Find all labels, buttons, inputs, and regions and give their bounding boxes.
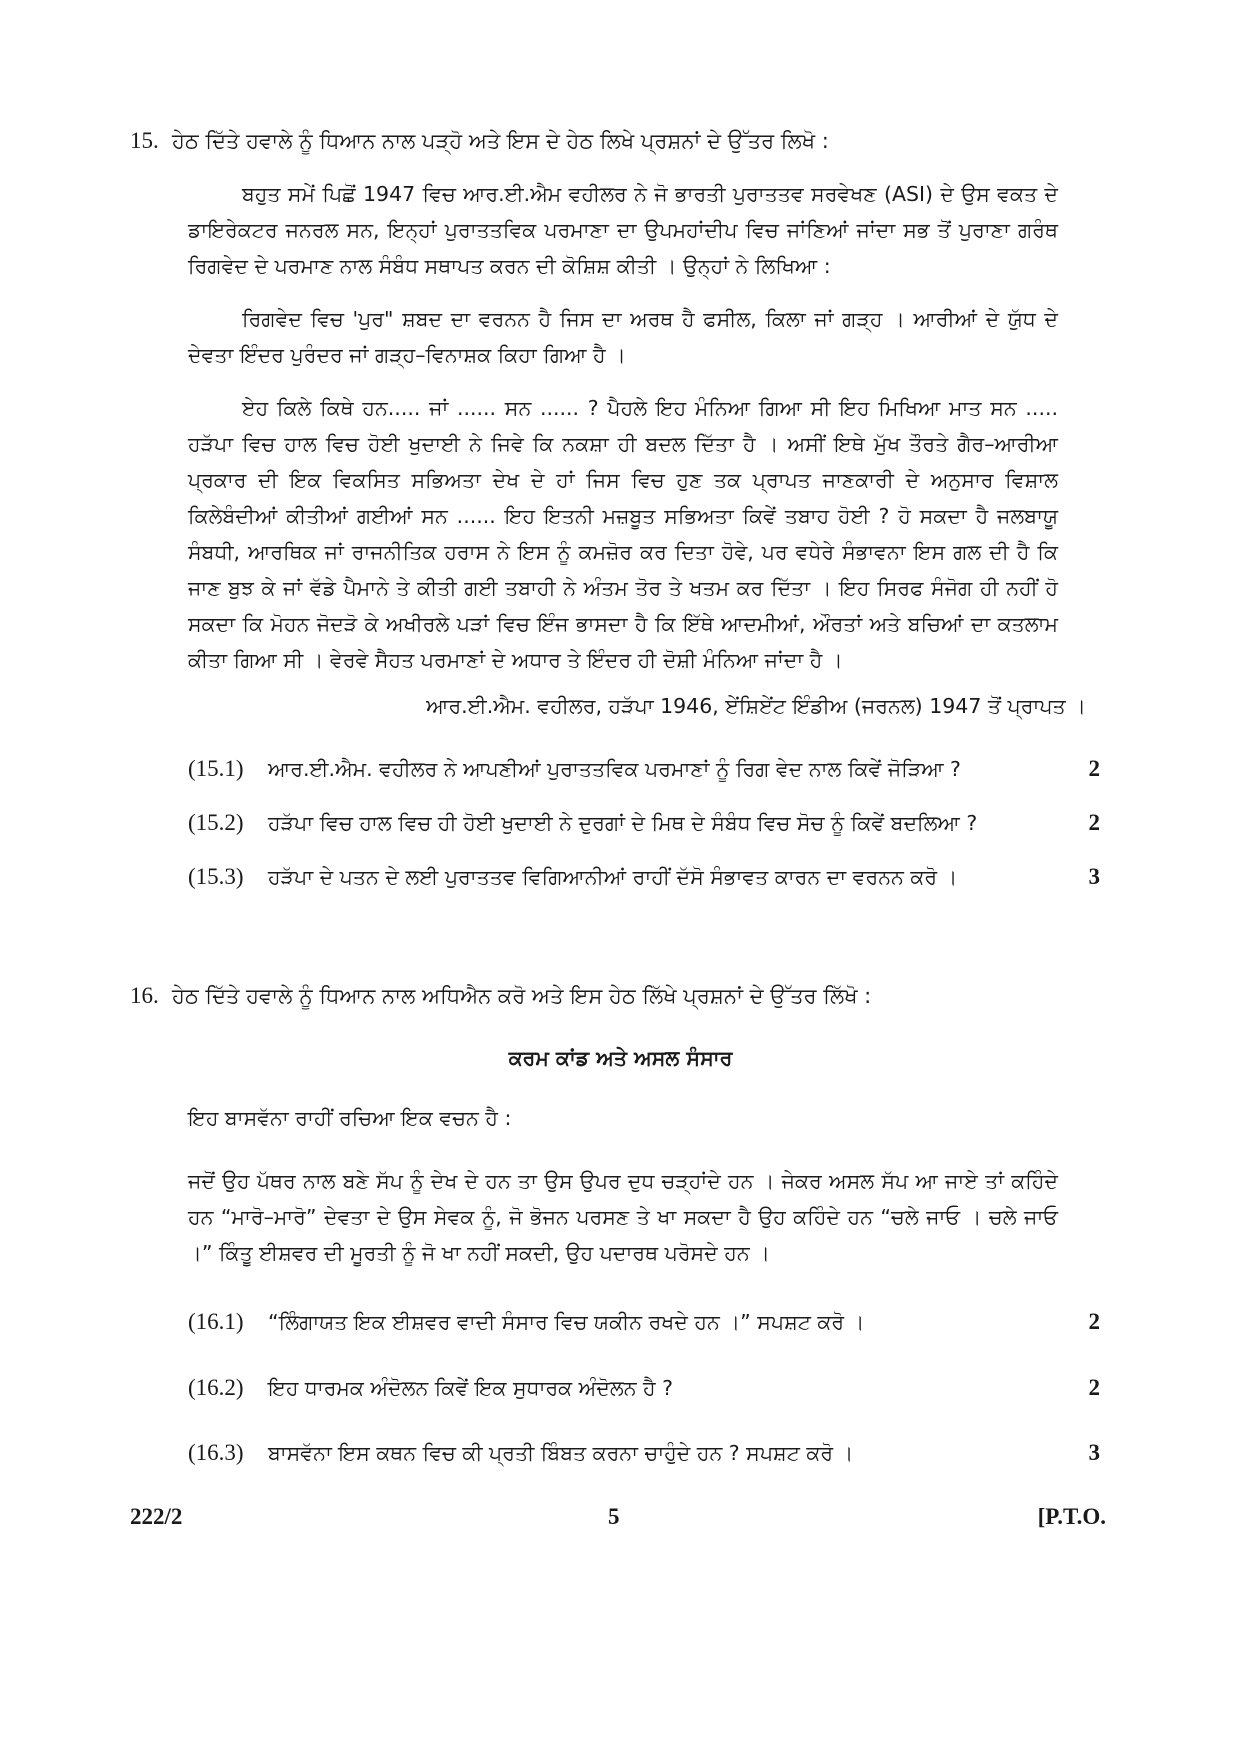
subquestion-number: (15.2): [188, 810, 244, 835]
q15-subquestion: [188, 810, 1100, 836]
q15-passage-para2: ਰਿਗਵੇਦ ਵਿਚ 'ਪੁਰ" ਸ਼ਬਦ ਦਾ ਵਰਨਨ ਹੈ ਜਿਸ ਦਾ ਅਰਥ ਹੈ ਫਸੀਲ, ਕਿਲਾ ਜਾਂ ਗੜ੍ਹ । ਆਰੀਆਂ ਦੇ ਯੁੱਧ ਦੇ ਦੇਵਤਾ ਇੰਦਰ ਪੁਰੰਦਰ ਜਾਂ ਗੜ੍ਹ–ਵਿਨਾਸ਼ਕ ਕਿਹਾ ਗਿਆ ਹੈ ।: [188, 307, 1058, 367]
q15-passage-para3: ਏਹ ਕਿਲੇ ਕਿਥੇ ਹਨ..... ਜਾਂ ...... ਸਨ ...... ? ਪੈਹਲੇ ਇਹ ਮੰਨਿਆ ਗਿਆ ਸੀ ਇਹ ਮਿਖਿਆ ਮਾਤ ਸਨ ..... ਹੜੱਪਾ ਵਿਚ ਹਾਲ ਵਿਚ ਹੋਈ ਖੁਦਾਈ ਨੇ ਜਿਵੇ ਕਿ ਨਕਸ਼ਾ ਹੀ ਬਦਲ ਦਿੱਤਾ ਹੈ । ਅਸੀਂ ਇਥੇ ਮੁੱਖ ਤੌਰਤੇ ਗੈਰ–ਆਰੀਆ ਪ੍ਰਕਾਰ ਦੀ ਇਕ ਵਿਕਸਿਤ ਸਭਿਅਤਾ ਦੇਖ ਦੇ ਹਾਂ ਜਿਸ ਵਿਚ ਹੁਣ ਤਕ ਪ੍ਰਾਪਤ ਜਾਣਕਾਰੀ ਦੇ ਅਨੁਸਾਰ ਵਿਸ਼ਾਲ ਕਿਲੇਬੰਦੀਆਂ ਕੀਤੀਆਂ ਗਈਆਂ ਸਨ ...... ਇਹ ਇਤਨੀ ਮਜ਼ਬੂਤ ਸਭਿਅਤਾ ਕਿਵੇਂ ਤਬਾਹ ਹੋਈ ? ਹੋ ਸਕਦਾ ਹੈ ਜਲਬਾਯੂ ਸੰਬਧੀ, ਆਰਥਿਕ ਜਾਂ ਰਾਜਨੀਤਿਕ ਹਰਾਸ ਨੇ ਇਸ ਨੂੰ ਕਮਜ਼ੋਰ ਕਰ ਦਿਤਾ ਹੋਵੇ, ਪਰ ਵਧੇਰੇ ਸੰਭਾਵਨਾ ਇਸ ਗਲ ਦੀ ਹੈ ਕਿ ਜਾਣ ਬੁਝ ਕੇ ਜਾਂ ਵੱਡੇ ਪੈਮਾਨੇ ਤੇ ਕੀਤੀ ਗਈ ਤਬਾਹੀ ਨੇ ਅੰਤਮ ਤੋਰ ਤੇ ਖਤਮ ਕਰ ਦਿੱਤਾ । ਇਹ ਸਿਰਫ ਸੰਜੋਗ ਹੀ ਨਹੀਂ ਹੋ ਸਕਦਾ ਕਿ ਮੋਹਨ ਜੋਦੜੋ ਕੇ ਅਖੀਰਲੇ ਪੜਾਂ ਵਿਚ ਇੰਜ ਭਾਸਦਾ ਹੈ ਕਿ ਇੱਥੇ ਆਦਮੀਆਂ, ਔਰਤਾਂ ਅਤੇ ਬਚਿਆਂ ਦਾ ਕਤਲਾਮ ਕੀਤਾ ਗਿਆ ਸੀ । ਵੇਰਵੇ ਸੈਹਤ ਪਰਮਾਣਾਂ ਦੇ ਅਧਾਰ ਤੇ ਇੰਦਰ ਹੀ ਦੋਸ਼ੀ ਮੰਨਿਆ ਜਾਂਦਾ ਹੈ ।: [188, 396, 1058, 672]
subquestion-number: (15.3): [188, 864, 244, 889]
q16-header: [130, 983, 1110, 1009]
subquestion-marks: 2: [1088, 810, 1100, 835]
q15-instruction: ਹੇਠ ਦਿੱਤੇ ਹਵਾਲੇ ਨੂੰ ਧਿਆਨ ਨਾਲ ਪੜ੍ਹੋ ਅਤੇ ਇਸ ਦੇ ਹੇਠ ਲਿਖੇ ਪ੍ਰਸ਼ਨਾਂ ਦੇ ਉੱਤਰ ਲਿਖੋ :: [172, 129, 829, 153]
q15-passage-para1: ਬਹੁਤ ਸਮੇਂ ਪਿਛੋਂ 1947 ਵਿਚ ਆਰ.ਈ.ਐਮ ਵਹੀਲਰ ਨੇ ਜੋ ਭਾਰਤੀ ਪੁਰਾਤਤਵ ਸਰਵੇਖਣ (ASI) ਦੇ ਉਸ ਵਕਤ ਦੇ ਡਾਇਰੇਕਟਰ ਜਨਰਲ ਸਨ, ਇਨ੍ਹਾਂ ਪੁਰਾਤਤਵਿਕ ਪਰਮਾਣਾ ਦਾ ਉਪਮਹਾਂਦੀਪ ਵਿਚ ਜਾਂਣਿਆਂ ਜਾਂਦਾ ਸਭ ਤੋਂ ਪੁਰਾਣਾ ਗਰੰਥ ਰਿਗਵੇਦ ਦੇ ਪਰਮਾਣ ਨਾਲ ਸੰਬੰਧ ਸਥਾਪਤ ਕਰਨ ਦੀ ਕੋਸ਼ਿਸ਼ ਕੀਤੀ । ਉਨ੍ਹਾਂ ਨੇ ਲਿਖਿਆ :: [188, 182, 1058, 278]
q15-header: [130, 128, 1110, 154]
q15-subquestion: [188, 756, 1100, 782]
q16-subquestion: [188, 1309, 1100, 1335]
page-number: 5: [608, 1504, 620, 1529]
q16-subquestion: [188, 1375, 1100, 1401]
subquestion-text: ਆਰ.ਈ.ਐਮ. ਵਹੀਲਰ ਨੇ ਆਪਣੀਆਂ ਪੁਰਾਤਤਵਿਕ ਪਰਮਾਣਾਂ ਨੂੰ ਰਿਗ ਵੇਦ ਨਾਲ ਕਿਵੇਂ ਜੋੜਿਆ ?: [268, 757, 961, 781]
q15-source: ਆਰ.ਈ.ਐਮ. ਵਹੀਲਰ, ਹੜੱਪਾ 1946, ਏਂਸ਼ਿਏਂਟ ਇੰਡੀਅ (ਜਰਨਲ) 1947 ਤੋਂ ਪ੍ਰਾਪਤ ।: [426, 694, 1086, 718]
subquestion-text: “ਲਿੰਗਾਯਤ ਇਕ ਈਸ਼ਵਰ ਵਾਦੀ ਸੰਸਾਰ ਵਿਚ ਯਕੀਨ ਰਖਦੇ ਹਨ ।” ਸਪਸ਼ਟ ਕਰੋ ।: [268, 1310, 865, 1334]
q16-subquestion: [188, 1440, 1100, 1466]
paper-code: 222/2: [130, 1504, 183, 1529]
subquestion-marks: 3: [1088, 864, 1100, 889]
subquestion-text: ਹੜੱਪਾ ਦੇ ਪਤਨ ਦੇ ਲਈ ਪੁਰਾਤਤਵ ਵਿਗਿਆਨੀਆਂ ਰਾਹੀਂ ਦੱਸੋ ਸੰਭਾਵਤ ਕਾਰਨ ਦਾ ਵਰਨਨ ਕਰੋ ।: [268, 865, 958, 889]
q16-passage-quote: ਜਦੋਂ ਉਹ ਪੱਥਰ ਨਾਲ ਬਣੇ ਸੱਪ ਨੂੰ ਦੇਖ ਦੇ ਹਨ ਤਾ ਉਸ ਉਪਰ ਦੁਧ ਚੜ੍ਹਾਂਦੇ ਹਨ । ਜੇਕਰ ਅਸਲ ਸੱਪ ਆ ਜਾਏ ਤਾਂ ਕਹਿੰਦੇ ਹਨ “ਮਾਰੋ–ਮਾਰੋ” ਦੇਵਤਾ ਦੇ ਉਸ ਸੇਵਕ ਨੂੰ, ਜੋ ਭੋਜਨ ਪਰਸਣ ਤੇ ਖਾ ਸਕਦਾ ਹੈ ਉਹ ਕਹਿੰਦੇ ਹਨ “ਚਲੇ ਜਾਓ । ਚਲੇ ਜਾਓ ।” ਕਿੰਤੂ ਈਸ਼ਵਰ ਦੀ ਮੂਰਤੀ ਨੂੰ ਜੋ ਖਾ ਨਹੀਂ ਸਕਦੀ, ਉਹ ਪਦਾਰਥ ਪਰੋਸਦੇ ਹਨ ।: [188, 1169, 1058, 1265]
subquestion-number: (16.2): [188, 1375, 244, 1400]
q16-instruction: ਹੇਠ ਦਿੱਤੇ ਹਵਾਲੇ ਨੂੰ ਧਿਆਨ ਨਾਲ ਅਧਿਐਨ ਕਰੋ ਅਤੇ ਇਸ ਹੇਠ ਲਿੱਖੇ ਪ੍ਰਸ਼ਨਾਂ ਦੇ ਉੱਤਰ ਲਿੱਖੋ :: [172, 984, 872, 1008]
subquestion-text: ਬਾਸਵੱਨਾ ਇਸ ਕਥਨ ਵਿਚ ਕੀ ਪ੍ਰਤੀ ਬਿੰਬਤ ਕਰਨਾ ਚਾਹੁੰਦੇ ਹਨ ? ਸਪਸ਼ਟ ਕਰੋ ।: [268, 1441, 854, 1465]
subquestion-marks: 2: [1088, 1375, 1100, 1400]
please-turn-over: [P.T.O.: [1037, 1504, 1106, 1529]
subquestion-number: (15.1): [188, 756, 244, 781]
subquestion-text: ਹੜੱਪਾ ਵਿਚ ਹਾਲ ਵਿਚ ਹੀ ਹੋਈ ਖੁਦਾਈ ਨੇ ਦੁਰਗਾਂ ਦੇ ਮਿਥ ਦੇ ਸੰਬੰਧ ਵਿਚ ਸੋਚ ਨੂੰ ਕਿਵੇਂ ਬਦਲਿਆ ?: [268, 811, 978, 835]
subquestion-number: (16.3): [188, 1440, 244, 1465]
q16-passage-intro: ਇਹ ਬਾਸਵੱਨਾ ਰਾਹੀਂ ਰਚਿਆ ਇਕ ਵਚਨ ਹੈ :: [188, 1106, 512, 1130]
q16-passage-heading: ਕਰਮ ਕਾਂਡ ਅਤੇ ਅਸਲ ਸੰਸਾਰ: [508, 1046, 733, 1070]
subquestion-marks: 3: [1088, 1440, 1100, 1465]
subquestion-marks: 2: [1088, 756, 1100, 781]
q15-subquestion: [188, 864, 1100, 890]
q15-number: 15.: [130, 128, 159, 153]
subquestion-marks: 2: [1088, 1309, 1100, 1334]
subquestion-number: (16.1): [188, 1309, 244, 1334]
q16-number: 16.: [130, 983, 159, 1008]
subquestion-text: ਇਹ ਧਾਰਮਕ ਅੰਦੋਲਨ ਕਿਵੇਂ ਇਕ ਸੁਧਾਰਕ ਅੰਦੋਲਨ ਹੈ ?: [268, 1376, 674, 1400]
